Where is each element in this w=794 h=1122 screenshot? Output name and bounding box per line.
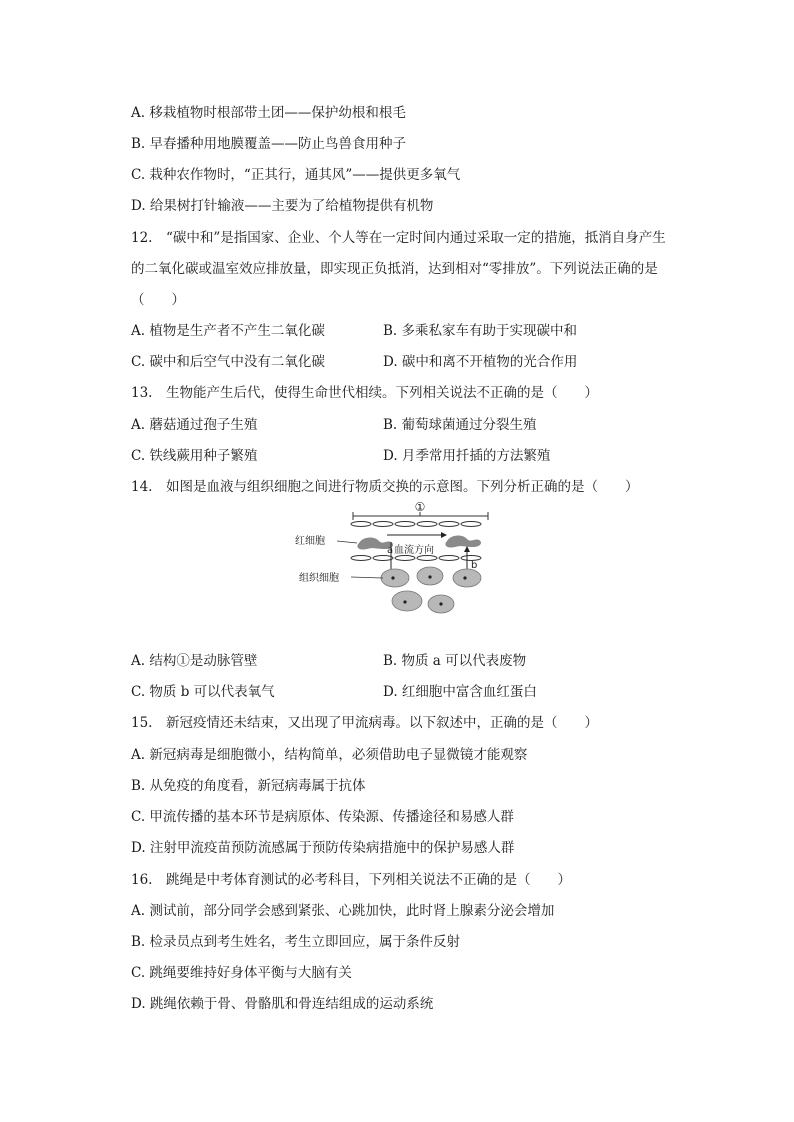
- q15-option-b: B. 从免疫的角度看，新冠病毒属于抗体: [131, 778, 366, 794]
- tissue-cells: [381, 567, 481, 613]
- q11-option-a: A. 移栽植物时根部带土团——保护幼根和根毛: [131, 105, 406, 121]
- q12-option-c: C. 碳中和后空气中没有二氧化碳: [131, 354, 325, 370]
- q12-stem-line2: 的二氧化碳或温室效应排放量，即实现正负抵消，达到相对“零排放”。下列说法正确的是: [131, 261, 658, 277]
- label-blood-flow: 血流方向: [394, 545, 434, 556]
- q16-option-c: C. 跳绳要维持好身体平衡与大脑有关: [131, 965, 352, 981]
- lower-vessel-wall: [351, 556, 481, 561]
- q15-option-d: D. 注射甲流疫苗预防流感属于预防传染病措施中的保护易感人群: [131, 840, 515, 856]
- q15-option-c: C. 甲流传播的基本环节是病原体、传染源、传播途径和易感人群: [131, 809, 514, 825]
- q12-stem-line3: （ ）: [131, 292, 185, 308]
- q12-option-d: D. 碳中和离不开植物的光合作用: [383, 354, 578, 370]
- label-a: a: [387, 545, 394, 556]
- q12-stem-line1: 12. “碳中和”是指国家、企业、个人等在一定时间内通过采取一定的措施，抵消自身产生: [131, 230, 666, 246]
- q14-stem: 14. 如图是血液与组织细胞之间进行物质交换的示意图。下列分析正确的是（ ）: [131, 479, 639, 495]
- q16-option-b: B. 检录员点到考生姓名，考生立即回应，属于条件反射: [131, 934, 461, 950]
- q11-option-b: B. 早春播种用地膜覆盖——防止鸟兽食用种子: [131, 136, 407, 152]
- rbc-pointer: [337, 541, 357, 543]
- q16-option-a: A. 测试前，部分同学会感到紧张、心跳加快，此时肾上腺素分泌会增加: [131, 903, 555, 919]
- q11-option-c: C. 栽种农作物时，“正其行，通其风”——提供更多氧气: [131, 167, 461, 183]
- q13-option-d: D. 月季常用扦插的方法繁殖: [383, 448, 551, 464]
- q14-option-c: C. 物质 b 可以代表氧气: [131, 684, 275, 700]
- label-red-blood-cell: 红细胞: [295, 536, 325, 547]
- circle-label-text: ①: [414, 500, 426, 514]
- q13-option-c: C. 铁线蕨用种子繁殖: [131, 448, 258, 464]
- red-blood-cell-right: [445, 535, 481, 547]
- q15-stem: 15. 新冠疫情还未结束，又出现了甲流病毒。以下叙述中，正确的是（ ）: [131, 715, 598, 731]
- q15-option-a: A. 新冠病毒是细胞微小，结构简单，必须借助电子显微镜才能观察: [131, 747, 528, 763]
- q16-option-d: D. 跳绳依赖于骨、骨骼肌和骨连结组成的运动系统: [131, 996, 434, 1012]
- q14-option-a: A. 结构①是动脉管壁: [131, 653, 258, 669]
- q13-option-a: A. 蘑菇通过孢子生殖: [131, 417, 258, 433]
- q14-option-b: B. 物质 a 可以代表废物: [383, 653, 527, 669]
- label-b: b: [471, 560, 478, 571]
- label-tissue-cell: 组织细胞: [299, 573, 339, 584]
- q11-option-d: D. 给果树打针输液——主要为了给植物提供有机物: [131, 198, 434, 214]
- q13-option-b: B. 葡萄球菌通过分裂生殖: [383, 417, 537, 433]
- upper-vessel-wall: [351, 522, 481, 527]
- q13-stem: 13. 生物能产生后代，使得生命世代相续。下列相关说法不正确的是（ ）: [131, 385, 598, 401]
- q12-option-a: A. 植物是生产者不产生二氧化碳: [131, 323, 325, 339]
- flow-arrow-head: [441, 532, 447, 538]
- q12-option-b: B. 多乘私家车有助于实现碳中和: [383, 323, 578, 339]
- tissue-pointer: [351, 577, 383, 578]
- q14-option-d: D. 红细胞中富含血红蛋白: [383, 684, 537, 700]
- q16-stem: 16. 跳绳是中考体育测试的必考科目，下列相关说法不正确的是（ ）: [131, 872, 571, 888]
- blood-tissue-exchange-diagram: [295, 500, 505, 620]
- arrow-b-head: [464, 546, 470, 552]
